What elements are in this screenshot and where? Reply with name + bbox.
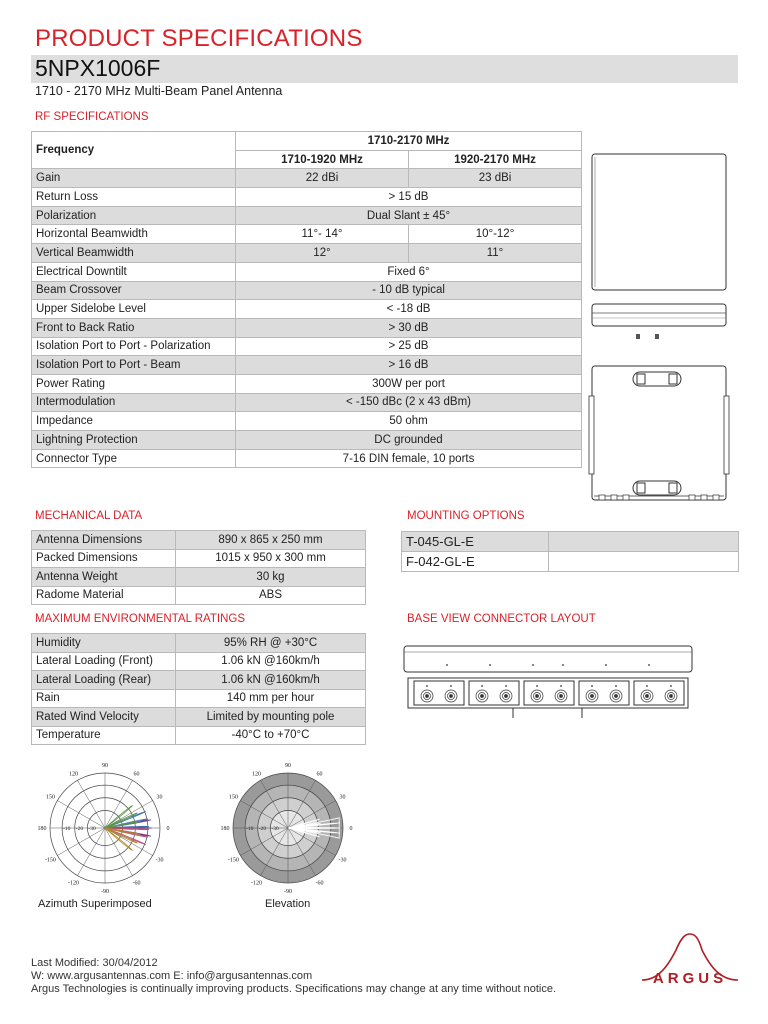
rf-row-label: Power Rating xyxy=(32,374,236,393)
rf-row-value: > 15 dB xyxy=(236,188,582,207)
rf-row-value: Dual Slant ± 45° xyxy=(236,206,582,225)
rf-row-label: Gain xyxy=(32,169,236,188)
rf-row-label: Vertical Beamwidth xyxy=(32,244,236,263)
mechanical-value: 890 x 865 x 250 mm xyxy=(176,531,366,550)
mechanical-row xyxy=(32,568,366,587)
polar-angle-label: 0 xyxy=(166,826,170,832)
environmental-value: 1.06 kN @160km/h xyxy=(176,671,366,690)
rf-row-label: Beam Crossover xyxy=(32,281,236,300)
rf-row xyxy=(32,356,582,375)
rf-row-value: < -18 dB xyxy=(236,300,582,319)
din-connector xyxy=(560,695,563,698)
polar-angle-label: -120 xyxy=(68,880,79,887)
model-number: 5NPX1006F xyxy=(35,55,161,81)
rf-row-label: Isolation Port to Port - Beam xyxy=(32,356,236,375)
environmental-value: -40°C to +70°C xyxy=(176,726,366,745)
mechanical-label: Antenna Dimensions xyxy=(32,531,176,550)
rf-row-label: Intermodulation xyxy=(32,393,236,412)
rf-section-title: RF SPECIFICATIONS xyxy=(35,111,149,123)
mechanical-value: 1015 x 950 x 300 mm xyxy=(176,549,366,568)
elevation-pattern xyxy=(210,760,365,895)
rf-row xyxy=(32,206,582,225)
band-all: 1710-2170 MHz xyxy=(236,132,582,151)
mechanical-label: Antenna Weight xyxy=(32,568,176,587)
polar-angle-label: -90 xyxy=(284,889,292,895)
rf-row xyxy=(32,225,582,244)
rf-row-value-high: 23 dBi xyxy=(409,169,582,188)
din-connector xyxy=(536,695,539,698)
rf-row-value-low: 12° xyxy=(236,244,409,263)
rf-row xyxy=(32,281,582,300)
band-low: 1710-1920 MHz xyxy=(236,150,409,169)
rf-row-label: Connector Type xyxy=(32,449,236,468)
azimuth-pattern xyxy=(30,760,180,895)
environmental-label: Temperature xyxy=(32,726,176,745)
din-connector xyxy=(481,695,484,698)
polar-angle-label: 60 xyxy=(133,771,140,778)
rf-row xyxy=(32,337,582,356)
mechanical-value: ABS xyxy=(176,586,366,605)
polar-angle-label: 90 xyxy=(285,763,291,769)
rf-row xyxy=(32,244,582,263)
antenna-front-view xyxy=(592,154,726,290)
rf-row-value-high: 11° xyxy=(409,244,582,263)
rf-row-value: Fixed 6° xyxy=(236,262,582,281)
rf-row-value: 50 ohm xyxy=(236,412,582,431)
polar-angle-label: -150 xyxy=(44,857,56,864)
polar-ring-label: -30 xyxy=(88,826,96,832)
rf-row-value-high: 10°-12° xyxy=(409,225,582,244)
rf-spec-table xyxy=(31,131,582,468)
rf-row-value: 7-16 DIN female, 10 ports xyxy=(236,449,582,468)
rf-row-label: Upper Sidelobe Level xyxy=(32,300,236,319)
environmental-table xyxy=(31,633,366,745)
environmental-row xyxy=(32,652,366,671)
mounting-option-blank xyxy=(549,532,739,552)
environmental-value: 95% RH @ +30°C xyxy=(176,634,366,653)
environmental-row xyxy=(32,708,366,727)
environmental-row xyxy=(32,634,366,653)
argus-logo xyxy=(636,930,744,988)
mechanical-row xyxy=(32,549,366,568)
rf-row-label: Polarization xyxy=(32,206,236,225)
polar-angle-label: 90 xyxy=(102,763,108,769)
elevation-caption: Elevation xyxy=(265,898,311,910)
rf-row-value: - 10 dB typical xyxy=(236,281,582,300)
din-connector xyxy=(450,695,453,698)
polar-ring-label: -20 xyxy=(258,826,267,832)
rf-row-label: Isolation Port to Port - Polarization xyxy=(32,337,236,356)
mounting-option-blank xyxy=(549,552,739,572)
rf-row-value: < -150 dBc (2 x 43 dBm) xyxy=(236,393,582,412)
rf-row-value: > 30 dB xyxy=(236,318,582,337)
rf-row-label: Electrical Downtilt xyxy=(32,262,236,281)
mechanical-label: Radome Material xyxy=(32,586,176,605)
antenna-drawings xyxy=(585,148,735,508)
din-connector xyxy=(505,695,508,698)
environmental-label: Lateral Loading (Rear) xyxy=(32,671,176,690)
polar-angle-label: 120 xyxy=(69,771,78,778)
polar-ring-label: -10 xyxy=(63,826,71,832)
page-subtitle: 1710 - 2170 MHz Multi-Beam Panel Antenna xyxy=(35,84,283,98)
polar-ring-label: -30 xyxy=(271,826,279,832)
environmental-label: Rain xyxy=(32,689,176,708)
mechanical-label: Packed Dimensions xyxy=(32,549,176,568)
polar-angle-label: -60 xyxy=(132,880,141,887)
polar-angle-label: -60 xyxy=(315,880,324,887)
rf-row-value: DC grounded xyxy=(236,431,582,450)
din-connector xyxy=(426,695,429,698)
last-modified: Last Modified: 30/04/2012 xyxy=(31,957,158,969)
connector-section-title: BASE VIEW CONNECTOR LAYOUT xyxy=(407,613,596,625)
polar-angle-label: 150 xyxy=(45,794,55,801)
environmental-row xyxy=(32,689,366,708)
polar-angle-label: -150 xyxy=(227,857,239,864)
mechanical-section-title: MECHANICAL DATA xyxy=(35,510,143,522)
rf-row-label: Front to Back Ratio xyxy=(32,318,236,337)
environmental-value: Limited by mounting pole xyxy=(176,708,366,727)
rf-row xyxy=(32,262,582,281)
mounting-option: F-042-GL-E xyxy=(402,552,549,572)
environmental-row xyxy=(32,671,366,690)
rf-row xyxy=(32,318,582,337)
rf-row xyxy=(32,188,582,207)
rf-row-label: Horizontal Beamwidth xyxy=(32,225,236,244)
mounting-option: T-045-GL-E xyxy=(402,532,549,552)
rf-row xyxy=(32,374,582,393)
rf-row-value: > 25 dB xyxy=(236,337,582,356)
frequency-label: Frequency xyxy=(32,132,236,169)
rf-row xyxy=(32,169,582,188)
page-title: PRODUCT SPECIFICATIONS xyxy=(35,25,363,52)
disclaimer: Argus Technologies is continually improving products. Specifications may change at any time without notice. xyxy=(31,983,557,995)
mounting-section-title: MOUNTING OPTIONS xyxy=(407,510,525,522)
polar-ring-label: -20 xyxy=(75,826,84,832)
rf-row xyxy=(32,449,582,468)
polar-angle-label: -90 xyxy=(101,889,109,895)
rf-row-label: Return Loss xyxy=(32,188,236,207)
polar-angle-label: -30 xyxy=(155,857,164,864)
environmental-section-title: MAXIMUM ENVIRONMENTAL RATINGS xyxy=(35,613,245,625)
mechanical-value: 30 kg xyxy=(176,568,366,587)
rf-row-label: Lightning Protection xyxy=(32,431,236,450)
rf-row-value-low: 22 dBi xyxy=(236,169,409,188)
polar-ring-label: -10 xyxy=(246,826,254,832)
polar-angle-label: 180 xyxy=(37,826,47,832)
polar-angle-label: 150 xyxy=(228,794,238,801)
rf-row xyxy=(32,412,582,431)
rf-row xyxy=(32,431,582,450)
antenna-side-view xyxy=(592,304,726,339)
polar-angle-label: 60 xyxy=(316,771,323,778)
polar-angle-label: 120 xyxy=(252,771,261,778)
azimuth-caption: Azimuth Superimposed xyxy=(38,898,152,910)
polar-angle-label: 0 xyxy=(349,826,353,832)
environmental-label: Rated Wind Velocity xyxy=(32,708,176,727)
environmental-value: 140 mm per hour xyxy=(176,689,366,708)
rf-row xyxy=(32,300,582,319)
rf-row-value: > 16 dB xyxy=(236,356,582,375)
din-connector xyxy=(591,695,594,698)
rf-row-label: Impedance xyxy=(32,412,236,431)
antenna-rear-view xyxy=(589,366,729,500)
mechanical-row xyxy=(32,531,366,550)
polar-angle-label: -120 xyxy=(251,880,262,887)
environmental-row xyxy=(32,726,366,745)
footer xyxy=(31,957,556,996)
environmental-label: Lateral Loading (Front) xyxy=(32,652,176,671)
rf-row-value: 300W per port xyxy=(236,374,582,393)
mechanical-row xyxy=(32,586,366,605)
polar-angle-label: 30 xyxy=(156,794,163,801)
din-connector xyxy=(615,695,618,698)
environmental-label: Humidity xyxy=(32,634,176,653)
polar-angle-label: -30 xyxy=(338,857,347,864)
connector-layout-drawing xyxy=(400,640,700,720)
polar-angle-label: 180 xyxy=(220,826,230,832)
environmental-value: 1.06 kN @160km/h xyxy=(176,652,366,671)
polar-angle-label: 30 xyxy=(339,794,346,801)
din-connector xyxy=(646,695,649,698)
rf-row xyxy=(32,393,582,412)
rf-row-value-low: 11°- 14° xyxy=(236,225,409,244)
contact-info: W: www.argusantennas.com E: info@argusantennas.com xyxy=(31,970,313,982)
mechanical-table xyxy=(31,530,366,605)
band-high: 1920-2170 MHz xyxy=(409,150,582,169)
mounting-table xyxy=(401,531,739,572)
din-connector xyxy=(670,695,673,698)
logo-text: ARGUS xyxy=(652,970,728,987)
